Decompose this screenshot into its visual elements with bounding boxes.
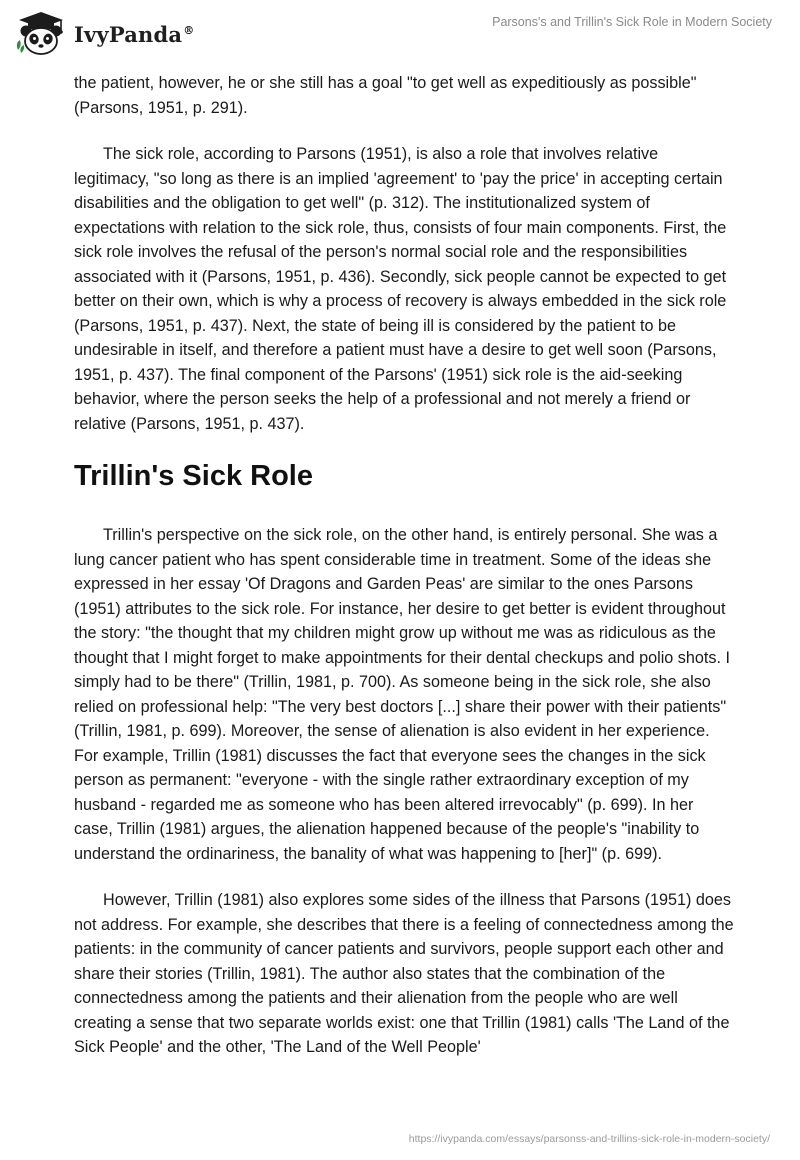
brand-name: IvyPanda®: [74, 21, 195, 47]
footer-url-link[interactable]: https://ivypanda.com/essays/parsonss-and-trillins-sick-role-in-modern-society/: [408, 1133, 770, 1145]
essay-body: [74, 71, 734, 1082]
ivypanda-logo[interactable]: [14, 10, 194, 56]
page-header: [0, 0, 800, 66]
panda-graduation-cap-icon: [14, 10, 68, 56]
paragraph-parsons-sick-role: The sick role, according to Parsons (1951), is also a role that involves relative legitimacy, "so long as there is an implied 'agreement' to 'pay the price' in accepting certain disabilities and the obligation to get well" (p. 312). The institutionalized system of expectations with relation to the sick role, thus, consists of four main components. First, the sick role involves the refusal of the person's normal social role and the responsibilities associated with it (Parsons, 1951, p. 436). Secondly, sick people cannot be expected to get better on their own, which is why a process of recovery is always embedded in the sick role (Parsons, 1951, p. 437). Next, the state of being ill is considered by the patient to be undesirable in itself, and therefore a patient must have a desire to get well soon (Parsons, 1951, p. 437). The final component of the Parsons' (1951) sick role is the aid-seeking behavior, where the person seeks the help of a professional and not merely a friend or relative (Parsons, 1951, p. 437).: [74, 145, 727, 433]
registered-mark: ®: [183, 23, 195, 37]
paragraph-trillin-connectedness: However, Trillin (1981) also explores some sides of the illness that Parsons (1951) does not address. For example, she describes that there is a feeling of connectedness among the patients: in the community of cancer patients and survivors, people support each other and share their stories (Trillin, 1981). The author also states that the combination of the connectedness among the patients and their alienation from the people who are well creating a sense that two separate worlds exist: one that Trillin (1981) calls 'The Land of the Sick People' and the other, 'The Land of the Well People': [74, 891, 734, 1056]
section-heading-trillin: Trillin's Sick Role: [74, 460, 313, 492]
paragraph-continued: the patient, however, he or she still has a goal "to get well as expeditiously as possible" (Parsons, 1951, p. 291).: [74, 74, 697, 117]
document-title: Parsons's and Trillin's Sick Role in Modern Society: [492, 15, 772, 29]
paragraph-trillin-perspective: Trillin's perspective on the sick role, on the other hand, is entirely personal. She was a lung cancer patient who has spent considerable time in treatment. Some of the ideas she expressed in her essay 'Of Dragons and Garden Peas' are similar to the ones Parsons (1951) attributes to the sick role. For instance, her desire to get better is evident throughout the story: "the thought that my children might grow up without me was as ridiculous as the thought that I might forget to make appointments for their dental checkups and polio shots. I simply had to be there" (Trillin, 1981, p. 700). As someone being in the sick role, she also relied on professional help: "The very best doctors [...] share their power with their patients" (Trillin, 1981, p. 699). Moreover, the sense of alienation is also evident in her experience. For example, Trillin (1981) discusses the fact that everyone sees the changes in the sick person as permanent: "everyone - with the single rather extraordinary exception of my husband - regarded me as someone who has been altered irrevocably" (p. 699). In her case, Trillin (1981) argues, the alienation happened because of the people's "inability to understand the ordinariness, the banality of what was happening to [her]" (p. 699).: [74, 526, 730, 863]
